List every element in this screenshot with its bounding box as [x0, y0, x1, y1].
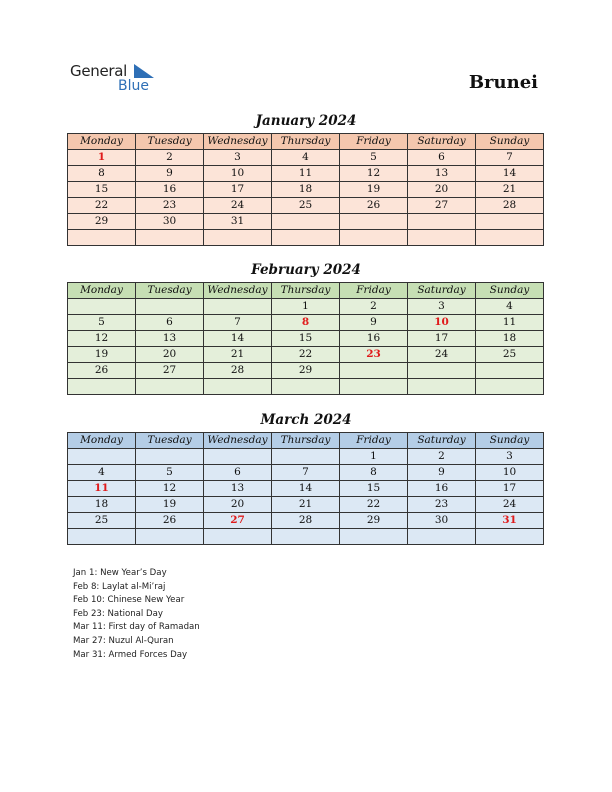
country-title: Brunei: [468, 72, 538, 93]
week-row: [68, 363, 544, 379]
day-cell: 26: [136, 513, 204, 529]
empty-day-cell: [408, 363, 476, 379]
weekday-saturday: Saturday: [408, 283, 476, 299]
day-cell: 2: [340, 299, 408, 315]
day-cell: 7: [272, 465, 340, 481]
day-cell: 29: [272, 363, 340, 379]
week-row: [68, 513, 544, 529]
day-cell: 4: [272, 150, 340, 166]
day-cell: 5: [136, 465, 204, 481]
empty-day-cell: [136, 529, 204, 545]
day-cell: 6: [136, 315, 204, 331]
empty-day-cell: [204, 529, 272, 545]
weekday-wednesday: Wednesday: [204, 433, 272, 449]
day-cell: 4: [68, 465, 136, 481]
day-cell: 9: [408, 465, 476, 481]
empty-day-cell: [272, 379, 340, 395]
empty-day-cell: [68, 449, 136, 465]
week-row: [68, 182, 544, 198]
day-cell: 31: [204, 214, 272, 230]
day-cell: 4: [476, 299, 544, 315]
day-cell: 10: [204, 166, 272, 182]
day-cell: 2: [408, 449, 476, 465]
day-cell: 7: [204, 315, 272, 331]
weekday-friday: Friday: [340, 134, 408, 150]
empty-day-cell: [68, 379, 136, 395]
week-row: [68, 481, 544, 497]
calendar-february: [67, 282, 544, 395]
weekday-friday: Friday: [340, 283, 408, 299]
week-row: [68, 449, 544, 465]
weekday-sunday: Sunday: [476, 134, 544, 150]
calendar-january: [67, 133, 544, 246]
holiday-day-cell: 23: [340, 347, 408, 363]
weekday-tuesday: Tuesday: [136, 283, 204, 299]
holiday-note: Feb 23: National Day: [73, 608, 164, 619]
calendar-body-march: [68, 449, 544, 545]
week-row: [68, 331, 544, 347]
weekday-tuesday: Tuesday: [136, 433, 204, 449]
day-cell: 3: [476, 449, 544, 465]
day-cell: 20: [136, 347, 204, 363]
day-cell: 13: [408, 166, 476, 182]
holiday-note: Feb 8: Laylat al-Mi’raj: [73, 581, 166, 592]
day-cell: 19: [340, 182, 408, 198]
day-cell: 30: [408, 513, 476, 529]
empty-day-cell: [476, 379, 544, 395]
empty-day-cell: [476, 214, 544, 230]
logo-triangle-icon: [134, 64, 154, 78]
day-cell: 20: [204, 497, 272, 513]
day-cell: 14: [272, 481, 340, 497]
empty-day-cell: [476, 230, 544, 246]
holiday-list: [73, 567, 200, 662]
empty-day-cell: [68, 299, 136, 315]
day-cell: 16: [136, 182, 204, 198]
day-cell: 19: [136, 497, 204, 513]
holiday-note: Feb 10: Chinese New Year: [73, 595, 185, 606]
weekday-header-row: [68, 283, 544, 299]
day-cell: 23: [136, 198, 204, 214]
empty-day-cell: [204, 379, 272, 395]
day-cell: 18: [68, 497, 136, 513]
logo-blue-text: Blue: [118, 78, 149, 94]
day-cell: 21: [476, 182, 544, 198]
holiday-note: Mar 31: Armed Forces Day: [73, 649, 188, 660]
weekday-thursday: Thursday: [272, 433, 340, 449]
day-cell: 28: [476, 198, 544, 214]
weekday-wednesday: Wednesday: [204, 134, 272, 150]
day-cell: 13: [136, 331, 204, 347]
weekday-sunday: Sunday: [476, 433, 544, 449]
week-row: [68, 465, 544, 481]
day-cell: 24: [204, 198, 272, 214]
day-cell: 12: [68, 331, 136, 347]
week-row: [68, 347, 544, 363]
day-cell: 2: [136, 150, 204, 166]
day-cell: 6: [408, 150, 476, 166]
empty-day-cell: [272, 230, 340, 246]
day-cell: 5: [340, 150, 408, 166]
holiday-note: Jan 1: New Year’s Day: [73, 568, 167, 578]
weekday-monday: Monday: [68, 283, 136, 299]
logo: [70, 62, 170, 96]
day-cell: 25: [272, 198, 340, 214]
day-cell: 11: [272, 166, 340, 182]
day-cell: 16: [408, 481, 476, 497]
day-cell: 25: [476, 347, 544, 363]
day-cell: 1: [340, 449, 408, 465]
month-title-march: March 2024: [260, 412, 352, 428]
day-cell: 30: [136, 214, 204, 230]
empty-day-cell: [136, 299, 204, 315]
day-cell: 12: [136, 481, 204, 497]
day-cell: 8: [340, 465, 408, 481]
calendar-body-january: [68, 150, 544, 246]
empty-day-cell: [408, 214, 476, 230]
day-cell: 13: [204, 481, 272, 497]
empty-day-cell: [272, 449, 340, 465]
day-cell: 7: [476, 150, 544, 166]
holiday-day-cell: 27: [204, 513, 272, 529]
empty-day-cell: [136, 379, 204, 395]
day-cell: 26: [68, 363, 136, 379]
day-cell: 18: [272, 182, 340, 198]
empty-day-cell: [68, 230, 136, 246]
month-title-february: February 2024: [251, 262, 361, 278]
empty-day-cell: [476, 363, 544, 379]
weekday-tuesday: Tuesday: [136, 134, 204, 150]
day-cell: 29: [68, 214, 136, 230]
day-cell: 25: [68, 513, 136, 529]
weekday-monday: Monday: [68, 134, 136, 150]
day-cell: 9: [136, 166, 204, 182]
day-cell: 21: [272, 497, 340, 513]
week-row: [68, 198, 544, 214]
empty-day-cell: [340, 230, 408, 246]
day-cell: 20: [408, 182, 476, 198]
week-row: [68, 497, 544, 513]
empty-day-cell: [340, 214, 408, 230]
calendar-body-february: [68, 299, 544, 395]
holiday-day-cell: 1: [68, 150, 136, 166]
day-cell: 26: [340, 198, 408, 214]
day-cell: 22: [68, 198, 136, 214]
weekday-wednesday: Wednesday: [204, 283, 272, 299]
weekday-thursday: Thursday: [272, 283, 340, 299]
day-cell: 6: [204, 465, 272, 481]
day-cell: 16: [340, 331, 408, 347]
day-cell: 27: [136, 363, 204, 379]
day-cell: 17: [204, 182, 272, 198]
month-title-january: January 2024: [255, 113, 357, 129]
week-row: [68, 379, 544, 395]
day-cell: 12: [340, 166, 408, 182]
day-cell: 14: [204, 331, 272, 347]
day-cell: 24: [408, 347, 476, 363]
week-row: [68, 299, 544, 315]
day-cell: 15: [272, 331, 340, 347]
day-cell: 28: [272, 513, 340, 529]
week-row: [68, 529, 544, 545]
holiday-day-cell: 31: [476, 513, 544, 529]
weekday-header-row: [68, 134, 544, 150]
week-row: [68, 214, 544, 230]
weekday-header-row: [68, 433, 544, 449]
week-row: [68, 166, 544, 182]
empty-day-cell: [204, 230, 272, 246]
day-cell: 3: [204, 150, 272, 166]
day-cell: 21: [204, 347, 272, 363]
empty-day-cell: [204, 449, 272, 465]
day-cell: 3: [408, 299, 476, 315]
day-cell: 15: [340, 481, 408, 497]
empty-day-cell: [340, 529, 408, 545]
empty-day-cell: [68, 529, 136, 545]
weekday-sunday: Sunday: [476, 283, 544, 299]
day-cell: 8: [68, 166, 136, 182]
day-cell: 11: [476, 315, 544, 331]
empty-day-cell: [136, 230, 204, 246]
day-cell: 5: [68, 315, 136, 331]
logo-general-text: General: [70, 62, 128, 80]
day-cell: 10: [476, 465, 544, 481]
empty-day-cell: [408, 230, 476, 246]
holiday-day-cell: 8: [272, 315, 340, 331]
day-cell: 22: [272, 347, 340, 363]
day-cell: 29: [340, 513, 408, 529]
day-cell: 15: [68, 182, 136, 198]
week-row: [68, 230, 544, 246]
day-cell: 1: [272, 299, 340, 315]
week-row: [68, 315, 544, 331]
empty-day-cell: [204, 299, 272, 315]
day-cell: 14: [476, 166, 544, 182]
empty-day-cell: [136, 449, 204, 465]
empty-day-cell: [340, 379, 408, 395]
calendar-march: [67, 432, 544, 545]
day-cell: 23: [408, 497, 476, 513]
day-cell: 17: [476, 481, 544, 497]
day-cell: 27: [408, 198, 476, 214]
day-cell: 28: [204, 363, 272, 379]
day-cell: 18: [476, 331, 544, 347]
empty-day-cell: [408, 379, 476, 395]
week-row: [68, 150, 544, 166]
holiday-note: Mar 27: Nuzul Al-Quran: [73, 635, 174, 646]
day-cell: 17: [408, 331, 476, 347]
weekday-saturday: Saturday: [408, 134, 476, 150]
empty-day-cell: [340, 363, 408, 379]
empty-day-cell: [408, 529, 476, 545]
weekday-thursday: Thursday: [272, 134, 340, 150]
weekday-monday: Monday: [68, 433, 136, 449]
empty-day-cell: [476, 529, 544, 545]
empty-day-cell: [272, 214, 340, 230]
holiday-day-cell: 10: [408, 315, 476, 331]
day-cell: 22: [340, 497, 408, 513]
empty-day-cell: [272, 529, 340, 545]
weekday-saturday: Saturday: [408, 433, 476, 449]
day-cell: 19: [68, 347, 136, 363]
holiday-note: Mar 11: First day of Ramadan: [73, 622, 200, 633]
day-cell: 9: [340, 315, 408, 331]
weekday-friday: Friday: [340, 433, 408, 449]
day-cell: 24: [476, 497, 544, 513]
holiday-day-cell: 11: [68, 481, 136, 497]
